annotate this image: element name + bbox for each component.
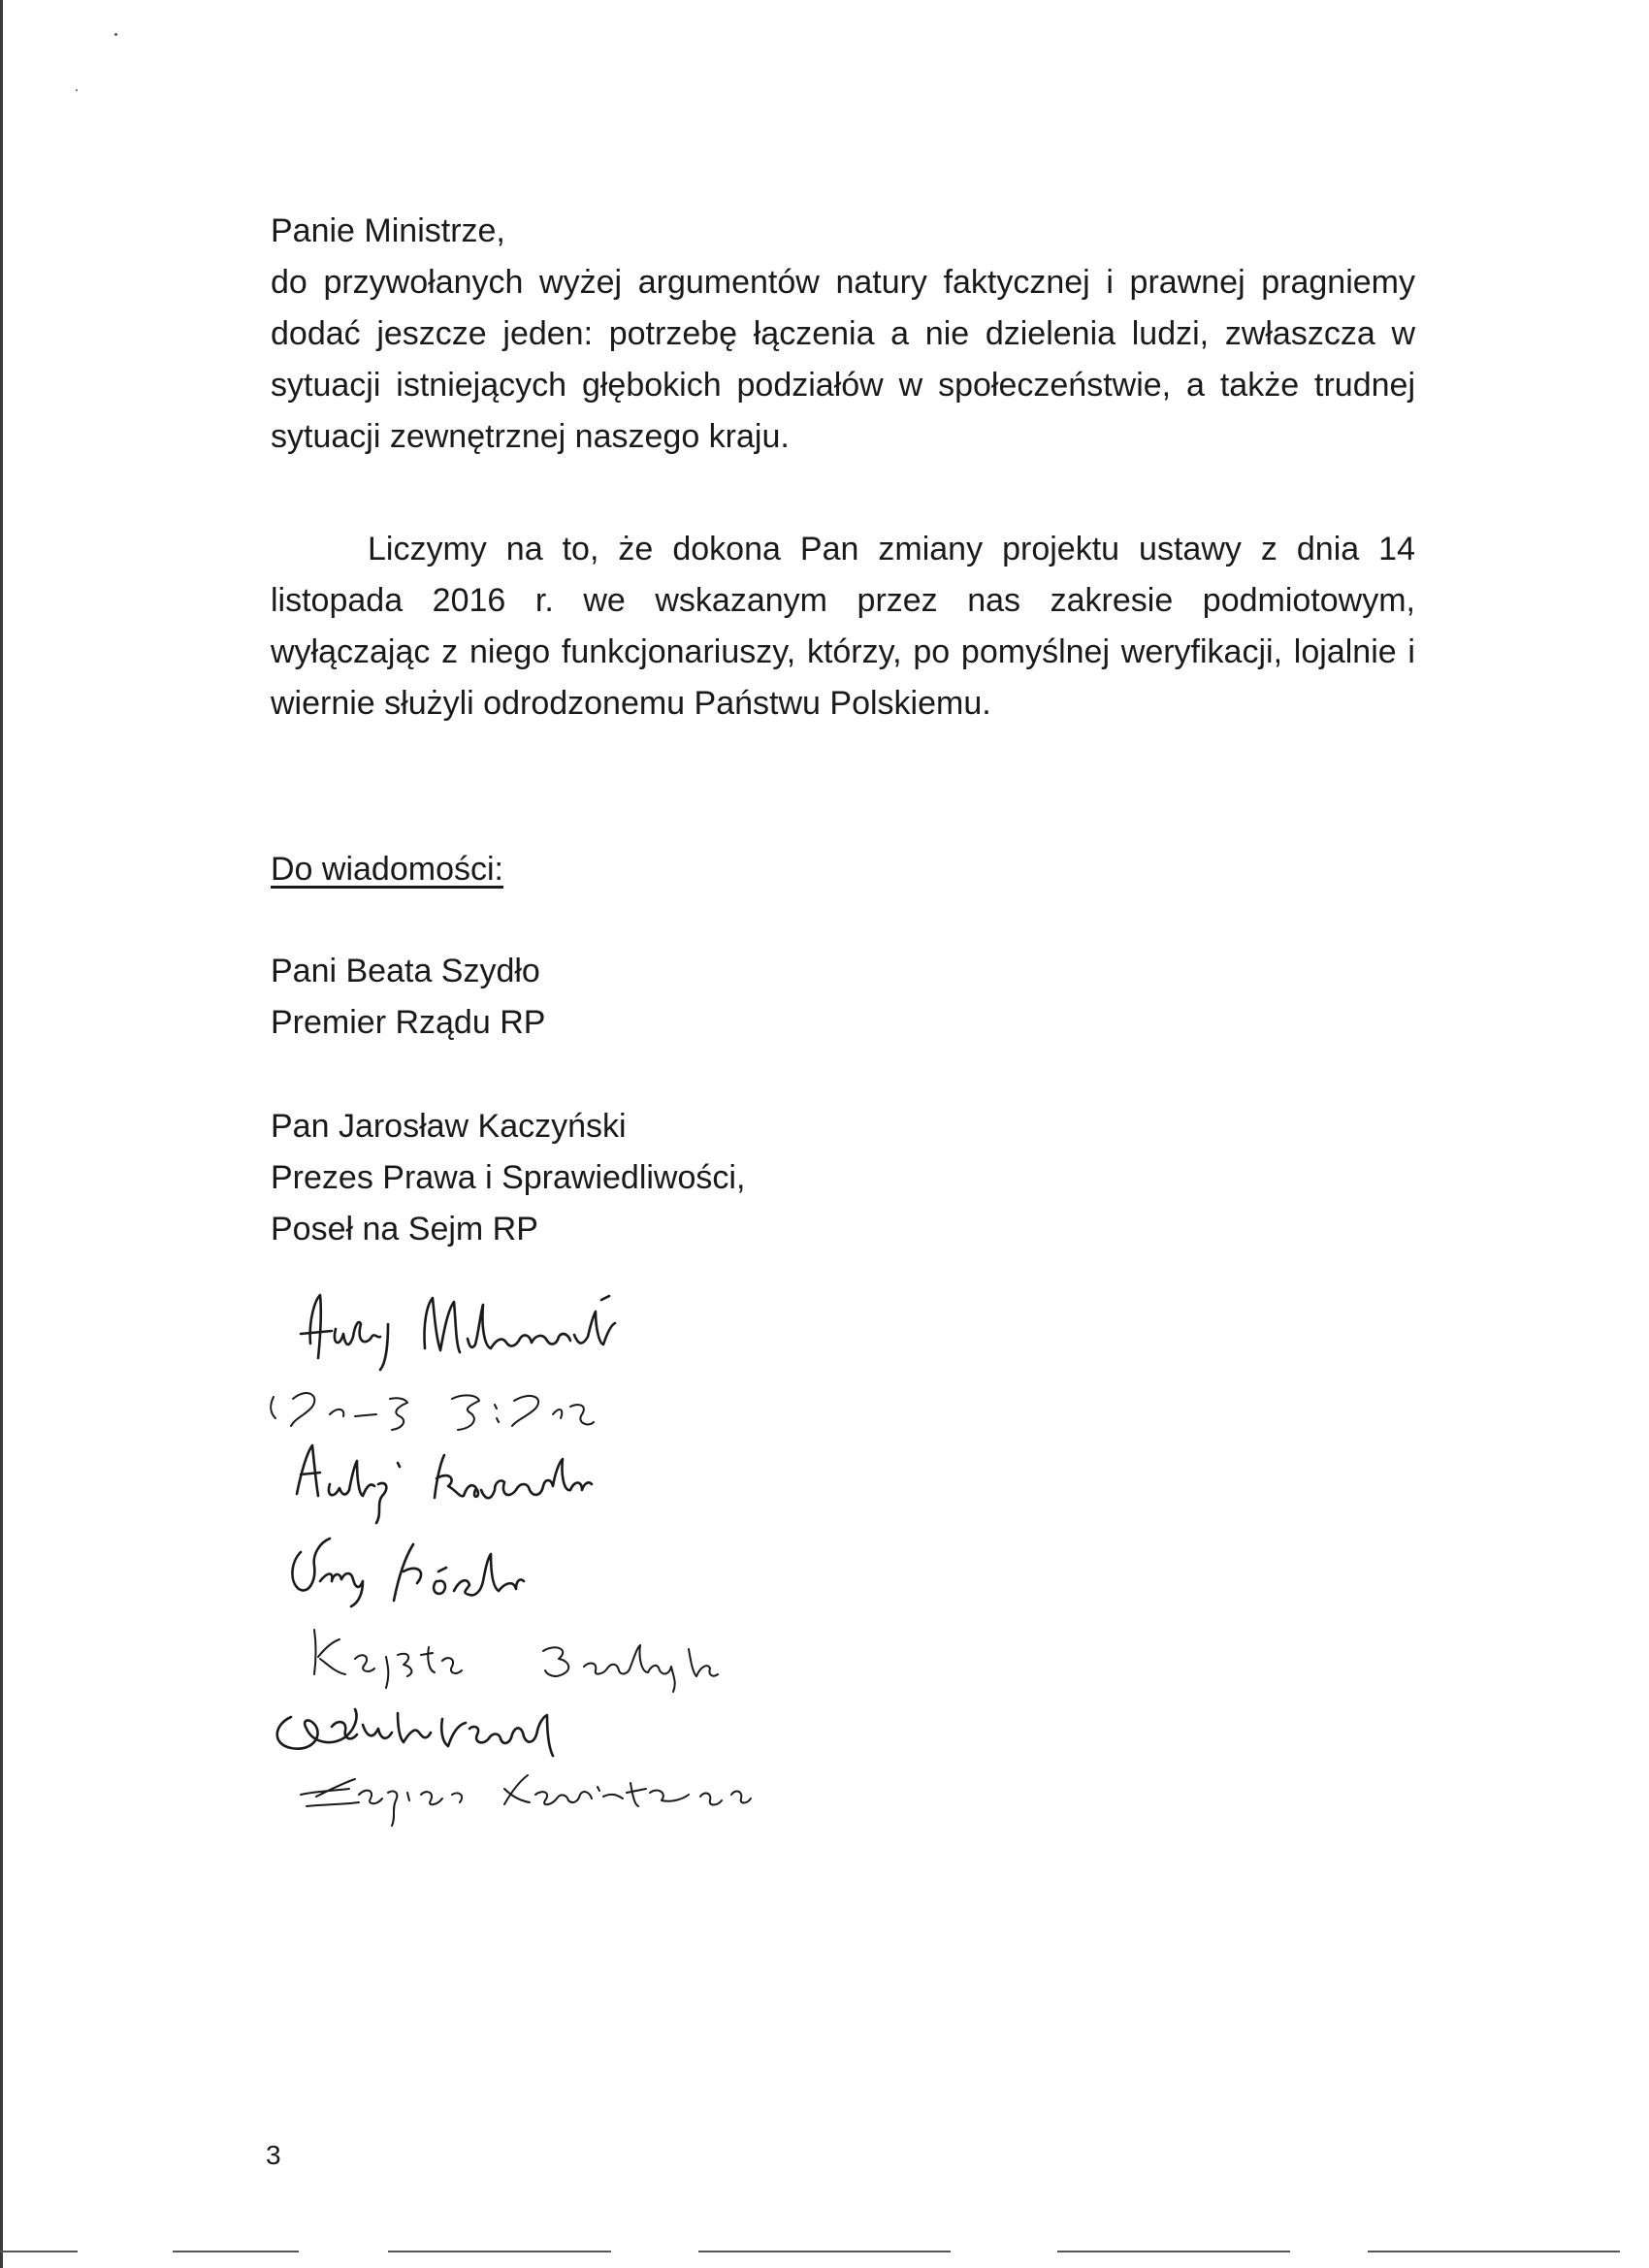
signature-3 — [297, 1445, 592, 1523]
signature-1 — [301, 1295, 615, 1370]
footer-rule — [1368, 2251, 1620, 2252]
page-number: 3 — [266, 2140, 281, 2170]
recipient-title: Poseł na Sejm RP — [271, 1211, 538, 1247]
footer-rule — [698, 2251, 951, 2252]
footer-rule — [1057, 2251, 1290, 2252]
signature-2 — [271, 1393, 594, 1430]
cc-recipient — [271, 946, 545, 1049]
cc-recipient — [271, 1101, 745, 1255]
signature-5 — [314, 1630, 718, 1692]
scan-edge — [0, 0, 3, 2268]
footer-rule — [388, 2251, 611, 2252]
signature-block — [262, 1290, 999, 1833]
footer-rule — [173, 2251, 299, 2252]
handwritten-signatures — [262, 1290, 999, 1833]
recipient-name: Pan Jarosław Kaczyński — [271, 1108, 627, 1145]
recipient-name: Pani Beata Szydło — [271, 953, 540, 989]
letter-body-opening — [271, 206, 1415, 463]
paragraph-arguments: do przywołanych wyżej argumentów natury faktycznej i prawnej pragniemy dodać jeszcze jeden: potrzebę łączenia a nie dzielenia ludzi, zwłaszcza w sytuacji istniejących głębokich podziałów w społeczeństwie, a także trudnej sytuacji zewnętrznej naszego kraju. — [271, 264, 1415, 455]
recipient-title: Prezes Prawa i Sprawiedliwości, — [271, 1159, 746, 1196]
salutation: Panie Ministrze, — [271, 212, 505, 249]
signature-4 — [292, 1539, 524, 1606]
signature-7 — [301, 1775, 751, 1826]
signature-6 — [277, 1709, 553, 1756]
paragraph-request: Liczymy na to, że dokona Pan zmiany projektu ustawy z dnia 14 listopada 2016 r. we wskazanym przez nas zakresie podmiotowym, wyłączając z niego funkcjonariuszy, którzy, po pomyślnej weryfikacji, lojalnie i wiernie służyli odrodzonemu Państwu Polskiemu. — [271, 531, 1415, 722]
recipient-title: Premier Rządu RP — [271, 1004, 546, 1041]
footer-rule — [0, 2251, 78, 2252]
scan-speck — [114, 33, 117, 36]
cc-heading: Do wiadomości: — [271, 851, 503, 888]
scan-speck — [76, 89, 78, 91]
